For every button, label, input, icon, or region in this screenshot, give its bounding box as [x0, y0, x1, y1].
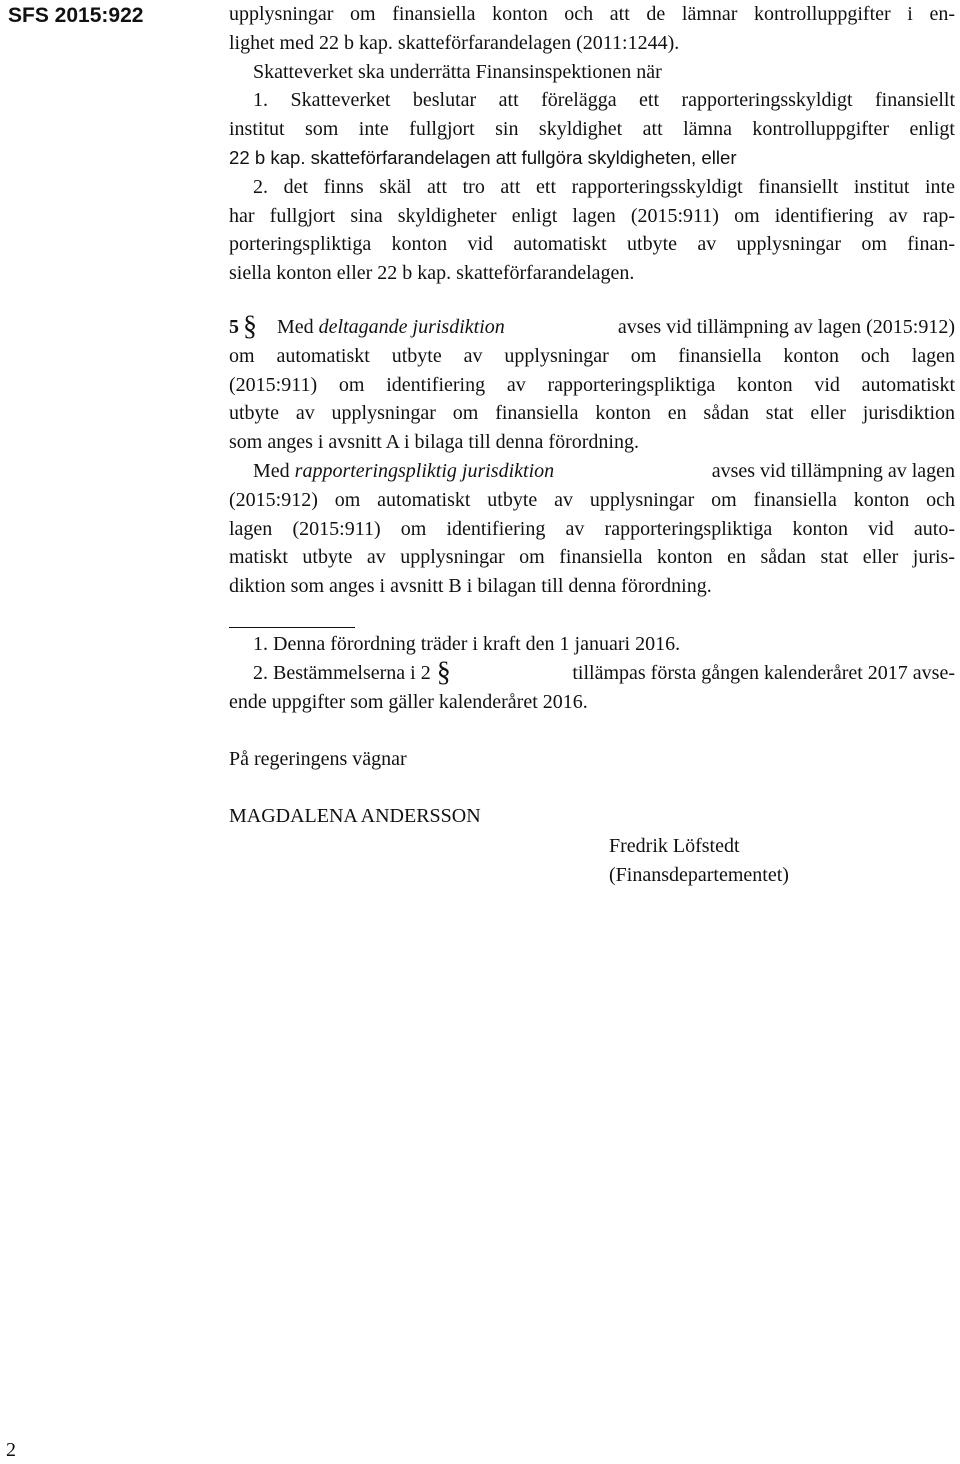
section-5-paragraph-2: [229, 457, 955, 601]
section-number: 5: [229, 315, 239, 338]
text-line: lagen (2015:911) om identifiering av rapporteringspliktiga konton vid auto-: [229, 517, 955, 540]
text-fragment: [253, 656, 457, 688]
document-body: [229, 0, 955, 601]
text-line: [229, 656, 955, 688]
official-name: Fredrik Löfstedt: [609, 835, 740, 857]
defined-term: deltagande jurisdiktion: [318, 315, 505, 338]
text-line: Skatteverket ska underrätta Finansinspektionen när: [253, 60, 662, 83]
department-name: (Finansdepartementet): [609, 864, 789, 886]
section-sign: §: [436, 656, 451, 688]
on-behalf-line: På regeringens vägnar: [229, 748, 407, 770]
text-line: [229, 457, 955, 486]
text-line: siella konton eller 22 b kap. skatteförfarandelagen.: [229, 262, 635, 285]
text-line: som anges i avsnitt A i bilaga till denna förordning.: [229, 431, 639, 454]
section-5-paragraph-1: [229, 310, 955, 457]
text-line: (2015:912) om automatiskt utbyte av upplysningar om finansiella konton och: [229, 488, 955, 511]
section-heading: [229, 310, 505, 342]
list-item-1: [229, 86, 955, 172]
text-line: upplysningar om finansiella konton och att de lämnar kontrolluppgifter i en-: [229, 3, 955, 25]
text-line: ende uppgifter som gäller kalenderåret 2016.: [229, 690, 588, 713]
text-fragment: [253, 457, 554, 486]
text-fragment: avses vid tillämpning av lagen: [711, 459, 955, 482]
transitional-item-1: [229, 630, 955, 659]
text-line: (2015:911) om identifiering av rapporteringspliktiga konton vid automatiskt: [229, 373, 955, 396]
section-sign: §: [243, 310, 257, 342]
list-item-2: [229, 173, 955, 288]
text-fragment: avses vid tillämpning av lagen (2015:912): [617, 315, 955, 338]
text-line: om automatiskt utbyte av upplysningar om finansiella konton och lagen: [229, 344, 955, 367]
text-line: 1. Denna förordning träder i kraft den 1 januari 2016.: [253, 633, 681, 655]
text-line: 2. det finns skäl att tro att ett rapporteringsskyldigt finansiellt institut inte: [253, 175, 955, 198]
minister-name: MAGDALENA ANDERSSON: [229, 805, 481, 827]
notify-paragraph: [229, 58, 955, 87]
text-line: matiskt utbyte av upplysningar om finansiella konton en sådan stat eller juris-: [229, 546, 955, 569]
transitional-provisions: [229, 630, 955, 716]
text-line: utbyte av upplysningar om finansiella konton en sådan stat eller jurisdiktion: [229, 402, 955, 425]
lead-word: Med: [277, 315, 314, 338]
text-line: lighet med 22 b kap. skatteförfarandelagen (2011:1244).: [229, 31, 680, 54]
sfs-number: SFS 2015:922: [8, 4, 144, 27]
text-fragment: tillämpas första gången kalenderåret 2017 avse-: [572, 661, 955, 684]
transitional-item-2: [229, 656, 955, 717]
defined-term: rapporteringspliktig jurisdiktion: [294, 459, 555, 482]
lead-word: Med: [253, 459, 290, 482]
text-line: porteringspliktiga konton vid automatiskt utbyte av upplysningar om finan-: [229, 233, 955, 256]
text-fragment: 2. Bestämmelserna i 2: [253, 661, 431, 684]
page-number: 2: [6, 1439, 16, 1461]
text-line: diktion som anges i avsnitt B i bilagan till denna förordning.: [229, 575, 712, 598]
text-line: institut som inte fullgjort sin skyldighet att lämna kontrolluppgifter enligt: [229, 118, 955, 141]
text-line: har fullgjort sina skyldigheter enligt lagen (2015:911) om identifiering av rap-: [229, 204, 955, 227]
text-line: 22 b kap. skatteförfarandelagen att fullgöra skyldigheten, eller: [229, 146, 737, 168]
text-line: [229, 310, 955, 342]
spacer: [229, 288, 955, 313]
text-line: 1. Skatteverket beslutar att förelägga ett rapporteringsskyldigt finansiellt: [253, 89, 955, 112]
divider-rule: [229, 627, 355, 628]
intro-paragraph: [229, 0, 955, 58]
